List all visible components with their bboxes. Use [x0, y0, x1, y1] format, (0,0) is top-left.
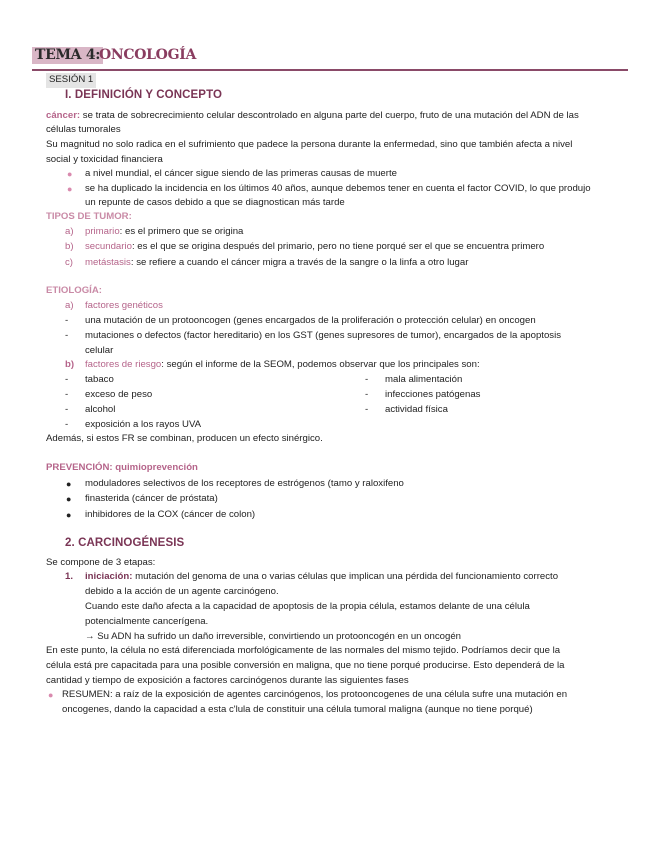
dash-marker: -	[65, 315, 69, 326]
dash-marker: -	[65, 389, 69, 400]
page-title	[32, 45, 628, 71]
initiation-line3: Cuando este daño afecta a la capacidad de apoptosis de la propia célula, estamos delante de una célula	[85, 601, 530, 612]
subheading-etiologia: ETIOLOGÍA:	[46, 285, 102, 296]
cancer-definition-line1	[46, 109, 579, 124]
term: factores de riesgo	[85, 359, 162, 370]
bullet-dot: ●	[66, 479, 72, 489]
paragraph-line: célula está pre capacitada para una posible conversión en maligna, que no tiene porqué producirse. Esto dependerá de la	[46, 660, 565, 671]
dash-marker: -	[365, 404, 369, 415]
impact-line2: social y toxicidad financiera	[46, 154, 163, 165]
risk-item: alcohol	[85, 404, 116, 415]
title-tema-label: TEMA 4:	[32, 47, 103, 64]
initiation-line1	[85, 570, 558, 585]
genetic-factors-term: factores genéticos	[85, 300, 163, 311]
dash-marker: -	[65, 330, 69, 341]
list-marker: b)	[65, 241, 74, 252]
list-item: finasterida (cáncer de próstata)	[85, 493, 218, 504]
list-item: una mutación de un protooncogen (genes encargados de la proliferación o protección celular) en oncogen	[85, 315, 536, 326]
paragraph-line: En este punto, la célula no está diferenciada morfológicamente de las normales del mismo tejido. Podríamos decir que la	[46, 645, 561, 656]
risk-item: mala alimentación	[385, 374, 463, 385]
risk-item: infecciones patógenas	[385, 389, 481, 400]
section-heading-definicion: I. DEFINICIÓN Y CONCEPTO	[65, 89, 223, 101]
list-item: moduladores selectivos de los receptores de estrógenos (tamo y raloxifeno	[85, 478, 404, 489]
initiation-line2: debido a la acción de un agente carcinógeno.	[85, 586, 279, 597]
item-text: : es el que se origina después del primario, pero no tiene porqué ser el que se encuentra primero	[131, 241, 545, 252]
list-marker: a)	[65, 300, 74, 311]
summary-line2: oncogenes, dando la capacidad a esta c'lula de constituir una célula tumoral maligna (aunque no tiene porqué)	[62, 704, 533, 715]
list-item: inhibidores de la COX (cáncer de colon)	[85, 509, 256, 520]
risk-factors-line	[85, 358, 480, 373]
synergy-note: Además, si estos FR se combinan, producen un efecto sinérgico.	[46, 433, 323, 444]
list-item: se ha duplicado la incidencia en los últimos 40 años, aunque debemos tener en cuenta el factor COVID, lo que produjo	[85, 183, 591, 194]
dash-marker: -	[65, 419, 69, 430]
term: metástasis	[85, 257, 131, 268]
session-label: SESIÓN 1	[46, 73, 96, 88]
term: secundario	[85, 241, 132, 252]
item-text: mutación del genoma de una o varias células que implican una pérdida del funcionamiento correcto	[132, 571, 559, 582]
dash-marker: -	[65, 404, 69, 415]
subheading-tipos-tumor: TIPOS DE TUMOR:	[46, 211, 132, 222]
list-item: mutaciones o defectos (factor hereditario) en los GST (genes supresores de tumor), encargados de la apoptosis	[85, 330, 562, 341]
risk-item: exceso de peso	[85, 389, 153, 400]
initiation-line5: → Su ADN ha sufrido un daño irreversible, convirtiendo un protooncogén en un oncogén	[85, 631, 461, 642]
risk-item: exposición a los rayos UVA	[85, 419, 202, 430]
list-item	[85, 240, 544, 255]
dash-marker: -	[65, 374, 69, 385]
title-topic: ONCOLOGÍA	[99, 47, 197, 63]
dash-marker: -	[365, 389, 369, 400]
stages-intro: Se compone de 3 etapas:	[46, 557, 156, 568]
bullet-dot: ●	[48, 690, 54, 700]
item-text: : es el primero que se origina	[119, 226, 244, 237]
list-marker: a)	[65, 226, 74, 237]
list-item-continuation: celular	[85, 345, 114, 356]
list-item: a nivel mundial, el cáncer sigue siendo de las primeras causas de muerte	[85, 168, 397, 179]
bullet-dot: ●	[66, 510, 72, 520]
bullet-dot: ●	[67, 169, 73, 179]
summary-line1: RESUMEN: a raíz de la exposición de agentes carcinógenos, los protooncogenes de una célula sufre una mutación en	[62, 689, 568, 700]
section-heading-carcinogenesis: 2. CARCINOGÉNESIS	[65, 537, 185, 549]
initiation-line4: potencialmente cancerígena.	[85, 616, 209, 627]
list-marker: b)	[65, 359, 75, 370]
bullet-dot: ●	[67, 184, 73, 194]
cancer-definition-line2: células tumorales	[46, 124, 121, 135]
term: iniciación:	[85, 571, 133, 582]
dash-marker: -	[365, 374, 369, 385]
item-text: : según el informe de la SEOM, podemos observar que los principales son:	[161, 359, 480, 370]
cancer-definition-text: se trata de sobrecrecimiento celular descontrolado en alguna parte del cuerpo, fruto de una mutación del ADN de las	[80, 110, 579, 121]
list-marker: 1.	[65, 571, 74, 582]
subheading-prevencion: PREVENCIÓN: quimioprevención	[46, 462, 198, 473]
item-text: : se refiere a cuando el cáncer migra a través de la sangre o la linfa a otro lugar	[130, 257, 469, 268]
list-item	[85, 225, 243, 240]
term: primario	[85, 226, 120, 237]
bullet-dot: ●	[66, 494, 72, 504]
list-item	[85, 256, 468, 271]
cancer-term: cáncer:	[46, 110, 81, 121]
impact-line1: Su magnitud no solo radica en el sufrimiento que padece la persona durante la enfermedad, sino que también afecta a nivel	[46, 139, 573, 150]
list-item-continuation: un repunte de casos debido a que se diagnostican más tarde	[85, 197, 345, 208]
list-marker: c)	[65, 257, 73, 268]
risk-item: tabaco	[85, 374, 114, 385]
risk-item: actividad física	[385, 404, 448, 415]
paragraph-line: cantidad y tiempo de exposición a factores carcinógenos durante las siguientes fases	[46, 675, 409, 686]
